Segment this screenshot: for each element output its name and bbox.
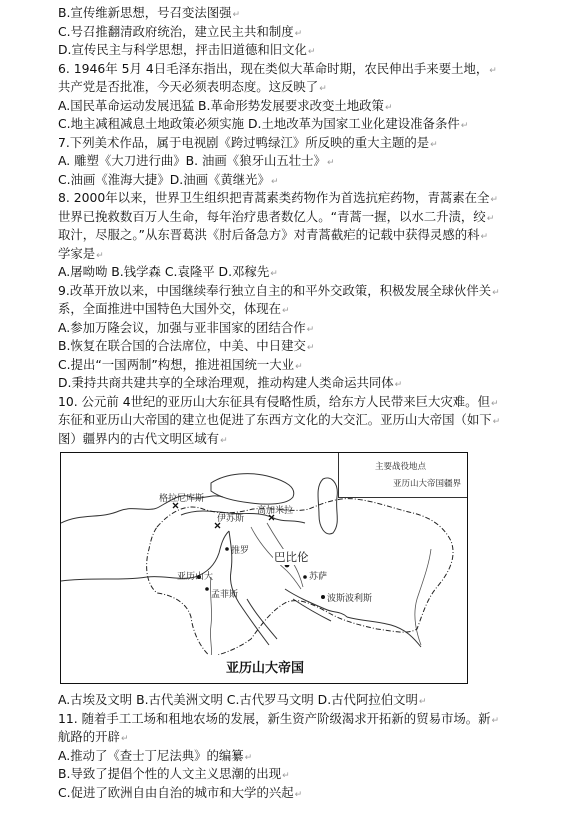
text-line-content: 6. 1946年 5月 4日毛泽东指出，现在类似大革命时期，农民伸出手来要土地，	[58, 60, 489, 76]
text-line	[58, 60, 558, 80]
label-gaugamela: 高加米拉	[257, 506, 294, 516]
paragraph-mark-icon: ↵	[270, 176, 279, 187]
alexander-empire-map	[60, 452, 468, 684]
text-line-content: 取汁，尽服之。”从东晋葛洪《肘后备急方》对青蒿截疟的记载中获得灵感的科	[58, 227, 480, 242]
text-line	[58, 78, 558, 98]
text-line	[58, 430, 558, 450]
paragraph-mark-icon: ↵	[232, 10, 241, 20]
text-line-content: C.号召推翻清政府统治，建立民主共和制度	[58, 23, 294, 39]
text-line	[58, 171, 558, 191]
city-dot-tyre	[225, 547, 229, 551]
label-issus: 伊苏斯	[217, 514, 245, 524]
text-line	[58, 411, 558, 431]
text-line	[58, 226, 558, 246]
text-line	[58, 319, 558, 339]
text-line	[58, 728, 558, 748]
text-line	[58, 282, 558, 302]
text-line-content: C.提出“一国两制”构想，推进祖国统一大业	[58, 356, 295, 372]
text-line-content: 东征和亚历山大帝国的建立也促进了东西方文化的大交汇。亚历山大帝国（如下	[58, 412, 492, 427]
paragraph-mark-icon: ↵	[460, 121, 469, 131]
paragraph-mark-icon: ↵	[491, 715, 500, 726]
text-line	[58, 23, 558, 43]
text-line	[58, 263, 558, 283]
map-caption: 亚历山大帝国	[61, 655, 468, 683]
paragraph-mark-icon: ↵	[306, 343, 315, 353]
text-line-content: A.推动了《查士丁尼法典》的编纂	[58, 747, 244, 763]
text-line-content: A. 雕塑《大刀进行曲》B. 油画《狼牙山五壮士》	[58, 153, 326, 168]
paragraph-mark-icon: ↵	[220, 435, 228, 446]
city-dot-persepolis	[321, 595, 325, 599]
paragraph-mark-icon: ↵	[394, 380, 403, 390]
text-line-content: 系，全面推进中国特色大国外交，体现在	[58, 301, 282, 316]
text-line	[58, 41, 558, 61]
paragraph-mark-icon: ↵	[295, 361, 303, 372]
text-line-content: D.宣传民主与科学思想，抨击旧道德和旧文化	[58, 42, 307, 57]
paragraph-mark-icon: ↵	[294, 28, 303, 39]
caspian-sea	[318, 478, 337, 534]
text-line-content: C.促进了欧洲自由自治的城市和大学的兴起	[58, 784, 294, 800]
text-line	[58, 97, 558, 117]
city-dot-memphis	[205, 587, 209, 591]
text-line-content: 10. 公元前 4世纪的亚历山大东征具有侵略性质，给东方人民带来巨大灾难。但	[58, 393, 490, 409]
paragraph-mark-icon: ↵	[490, 398, 499, 409]
paragraph-mark-icon: ↵	[306, 324, 315, 335]
paragraph-mark-icon: ↵	[430, 139, 438, 150]
text-line	[58, 245, 558, 265]
text-line	[58, 189, 558, 209]
text-line-content: 共产党是否批准，今天必须表明态度。这反映了	[58, 79, 319, 94]
black-sea	[211, 474, 294, 504]
text-line-content: D.秉持共商共建共享的全球治理观，推动构建人类命运共同体	[58, 375, 394, 390]
text-line	[58, 134, 558, 154]
label-alexandria: 亚历山大	[177, 572, 214, 582]
city-dot-susa	[303, 575, 307, 579]
text-line	[58, 337, 558, 357]
text-line	[58, 300, 558, 320]
paragraph-mark-icon: ↵	[319, 84, 327, 94]
paragraph-mark-icon: ↵	[244, 752, 253, 763]
text-line	[58, 115, 558, 135]
paragraph-mark-icon: ↵	[270, 269, 278, 279]
label-susa: 苏萨	[309, 572, 328, 582]
text-line-content: 8. 2000年以来，世界卫生组织把青蒿素类药物作为首选抗疟药物，青蒿素在全	[58, 190, 490, 205]
text-line	[58, 152, 558, 172]
text-line	[58, 747, 558, 767]
label-babylon: 巴比伦	[274, 550, 309, 564]
text-line-content: 图）疆界内的古代文明区域有	[58, 430, 220, 446]
paragraph-mark-icon: ↵	[326, 158, 335, 168]
paragraph-mark-icon: ↵	[486, 213, 495, 224]
text-line	[58, 691, 558, 711]
text-line-content: 学家是	[58, 245, 96, 261]
text-line-content: 9.改革开放以来，中国继续奉行独立自主的和平外交政策，积极发展全球伙伴关	[58, 282, 492, 298]
text-line-content: 11. 随着手工工场和租地农场的发展，新生资产阶级渴求开拓新的贸易市场。新	[58, 710, 491, 726]
paragraph-mark-icon: ↵	[120, 734, 129, 744]
legend-border-label: 亚历山大帝国疆界	[393, 479, 462, 489]
paragraph-mark-icon: ↵	[492, 287, 500, 298]
text-line-content: 航路的开辟	[58, 729, 120, 744]
text-line	[58, 393, 558, 413]
paragraph-mark-icon: ↵	[96, 250, 104, 261]
text-line	[58, 208, 558, 228]
label-granicus: 格拉尼库斯	[159, 494, 205, 504]
indus-river	[415, 549, 431, 645]
paragraph-mark-icon: ↵	[282, 306, 290, 316]
paragraph-mark-icon: ↵	[418, 697, 427, 707]
text-line-content: B.导致了提倡个性的人文主义思潮的出现	[58, 766, 282, 781]
label-tyre: 推罗	[231, 546, 250, 556]
legend-battle-label: 主要战役地点	[375, 462, 427, 472]
paragraph-mark-icon: ↵	[490, 195, 498, 205]
text-line-content: A.古埃及文明 B.古代美洲文明 C.古代罗马文明 D.古代阿拉伯文明	[58, 692, 418, 707]
paragraph-mark-icon: ↵	[307, 47, 316, 57]
text-line-content: 世界已挽救数百万人生命，每年治疗患者数亿人。“青蒿一握，以水二升渍，绞	[58, 208, 486, 224]
text-line-content: A.参加万隆会议，加强与亚非国家的团结合作	[58, 319, 306, 335]
text-line-content: B.恢复在联合国的合法席位，中美、中日建交	[58, 338, 306, 353]
text-line-content: A.屠呦呦 B.钱学森 C.袁隆平 D.邓稼先	[58, 264, 270, 279]
text-line	[58, 710, 558, 730]
text-line	[58, 356, 558, 376]
text-line	[58, 784, 558, 804]
paragraph-mark-icon: ↵	[282, 771, 290, 781]
text-line	[58, 4, 558, 24]
text-line-content: B.宣传维新思想，号召变法图强	[58, 5, 232, 20]
text-line	[58, 374, 558, 394]
text-line-content: A.国民革命运动发展迅猛 B.革命形势发展要求改变土地政策	[58, 97, 384, 113]
paragraph-mark-icon: ↵	[294, 789, 303, 800]
text-line-content: 7.下列美术作品，属于电视剧《跨过鸭绿江》所反映的重大主题的是	[58, 134, 430, 150]
paragraph-mark-icon: ↵	[489, 65, 497, 76]
paragraph-mark-icon: ↵	[492, 417, 501, 427]
red-sea	[239, 599, 277, 645]
label-memphis: 孟菲斯	[211, 590, 239, 600]
text-line-content: C.地主减租减息土地政策必须实施 D.土地改革为国家工业化建设准备条件	[58, 116, 460, 131]
text-line-content: C.油画《淮海大捷》D.油画《黄继光》	[58, 171, 270, 187]
map-legend	[338, 453, 467, 498]
text-line	[58, 765, 558, 785]
paragraph-mark-icon: ↵	[384, 102, 393, 113]
label-persepolis: 波斯波利斯	[327, 594, 373, 604]
paragraph-mark-icon: ↵	[480, 232, 489, 242]
